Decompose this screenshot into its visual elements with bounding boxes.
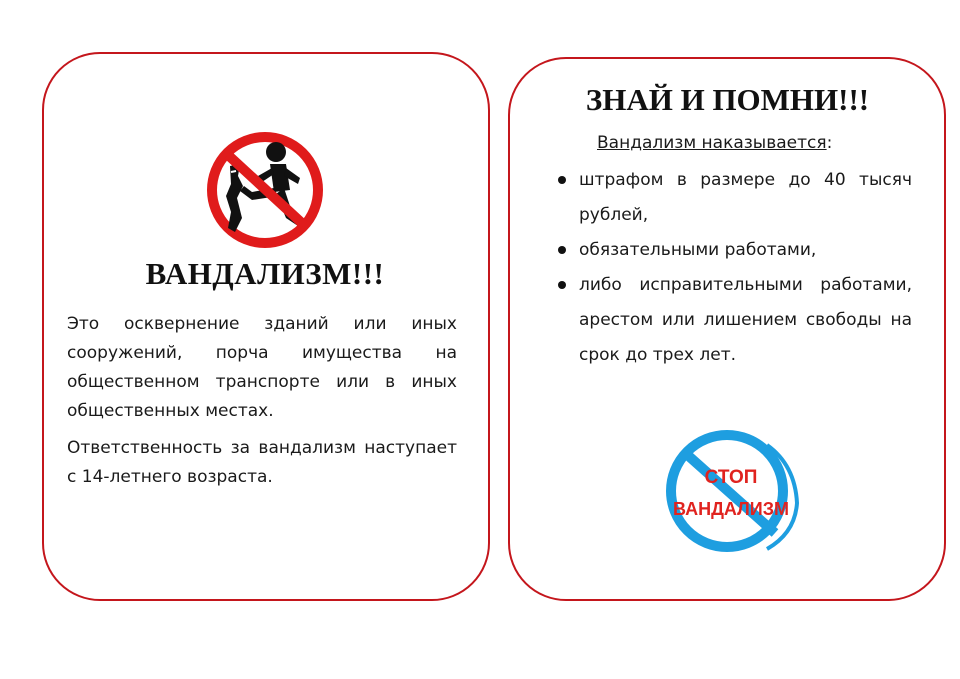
no-vandalism-sign-icon [200, 128, 330, 248]
punishment-subtitle-text: Вандализм наказывается [597, 133, 827, 153]
know-and-remember-heading: ЗНАЙ И ПОМНИ!!! [585, 82, 870, 117]
punishment-subtitle-colon: : [826, 133, 833, 153]
stop-logo-line1: СТОП [704, 467, 758, 488]
punishment-list [556, 163, 912, 373]
stop-vandalism-logo-icon [655, 425, 805, 555]
responsibility-age-text: Ответственность за вандализм наступает с 14-летнего возраста. [67, 438, 457, 487]
punishment-fine: штрафом в размере до 40 тысяч рублей, [556, 163, 912, 233]
punishment-mandatory-work: обязательными работами, [556, 233, 912, 268]
vandalism-heading: ВАНДАЛИЗМ!!! [145, 256, 385, 291]
punishment-correctional-work: либо исправительными работами, арестом или лишением свободы на срок до трех лет. [556, 268, 912, 373]
stop-logo-line2: ВАНДАЛИЗМ [673, 499, 789, 519]
punishment-subtitle [597, 130, 832, 156]
vandalism-definition: Это осквернение зданий или иных сооружений, порча имущества на общественном транспорте или в иных общественных местах. [67, 314, 457, 421]
